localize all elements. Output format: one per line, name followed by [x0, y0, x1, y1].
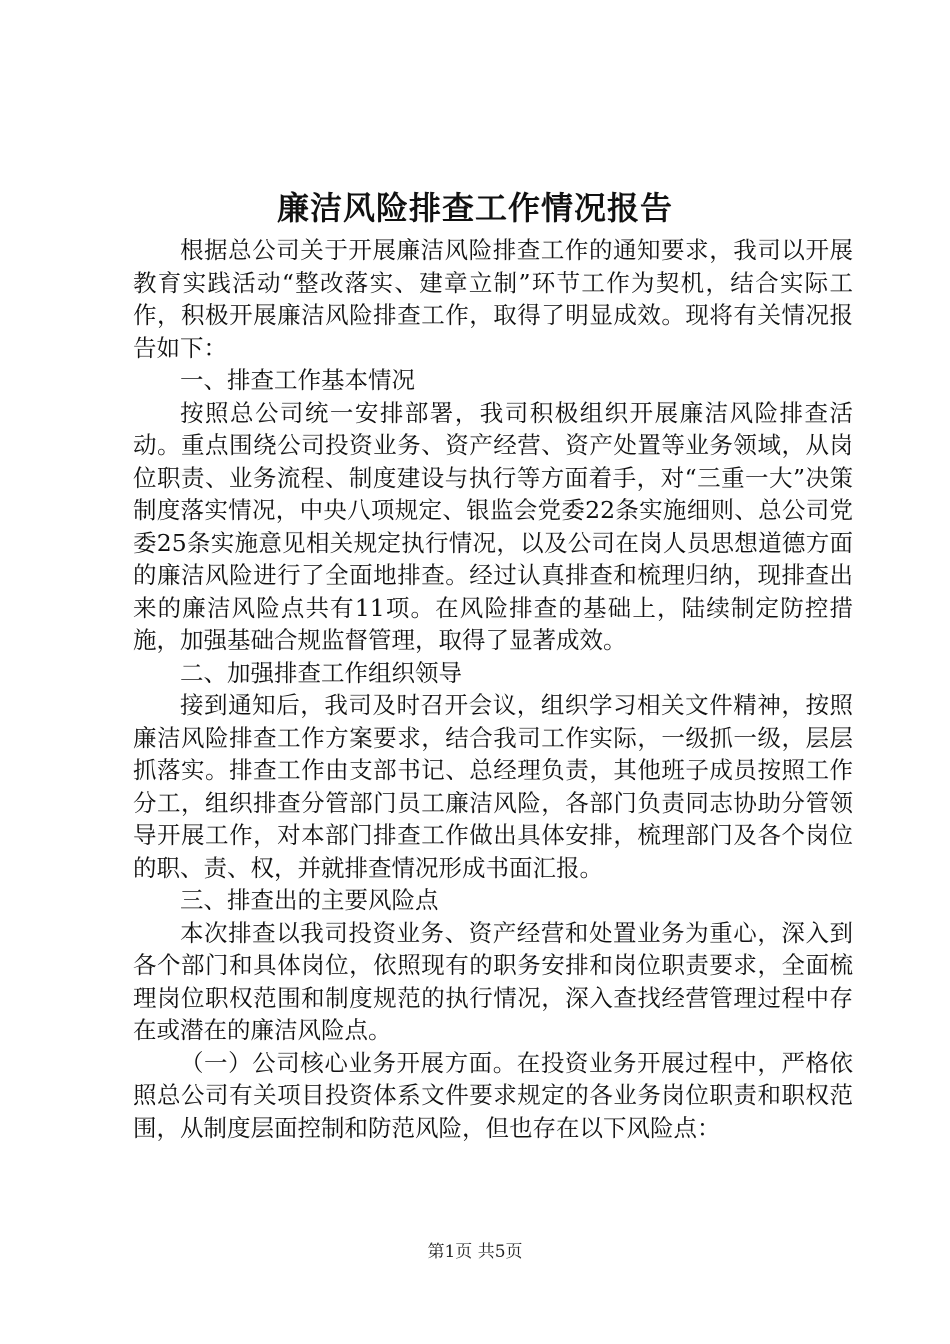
document-body: [133, 234, 853, 1144]
section-2-paragraph: 接到通知后，我司及时召开会议，组织学习相关文件精神，按照廉洁风险排查工作方案要求，结合我司工作实际，一级抓一级，层层抓落实。排查工作由支部书记、总经理负责，其他班子成员按照工作分工，组织排查分管部门员工廉洁风险，各部门负责同志协助分管领导开展工作，对本部门排查工作做出具体安排，梳理部门及各个岗位的职、责、权，并就排查情况形成书面汇报。: [133, 691, 853, 882]
document-title: 廉洁风险排查工作情况报告: [276, 189, 673, 227]
section-heading-2: 二、加强排查工作组织领导: [180, 658, 462, 687]
subsection-1-paragraph: （一）公司核心业务开展方面。在投资业务开展过程中，严格依照总公司有关项目投资体系文件要求规定的各业务岗位职责和职权范围，从制度层面控制和防范风险，但也存在以下风险点：: [133, 1048, 853, 1142]
section-1-paragraph: 按照总公司统一安排部署，我司积极组织开展廉洁风险排查活动。重点围绕公司投资业务、资产经营、资产处置等业务领域，从岗位职责、业务流程、制度建设与执行等方面着手，对“三重一大”决策制度落实情况，中央八项规定、银监会党委22条实施细则、总公司党委25条实施意见相关规定执行情况，以及公司在岗人员思想道德方面的廉洁风险进行了全面地排查。经过认真排查和梳理归纳，现排查出来的廉洁风险点共有11项。在风险排查的基础上，陆续制定防控措施，加强基础合规监督管理，取得了显著成效。: [133, 398, 853, 654]
section-heading-3: 三、排查出的主要风险点: [180, 886, 439, 914]
section-heading-1: 一、排查工作基本情况: [180, 366, 415, 394]
intro-paragraph: 根据总公司关于开展廉洁风险排查工作的通知要求，我司以开展教育实践活动“整改落实、建章立制”环节工作为契机，结合实际工作，积极开展廉洁风险排查工作，取得了明显成效。现将有关情况报告如下：: [133, 236, 853, 362]
page-number-footer: 第1页 共5页: [427, 1242, 523, 1262]
section-3-paragraph: 本次排查以我司投资业务、资产经营和处置业务为重心，深入到各个部门和具体岗位，依照现有的职务安排和岗位职责要求，全面梳理岗位职权范围和制度规范的执行情况，深入查找经营管理过程中存在或潜在的廉洁风险点。: [133, 918, 853, 1044]
